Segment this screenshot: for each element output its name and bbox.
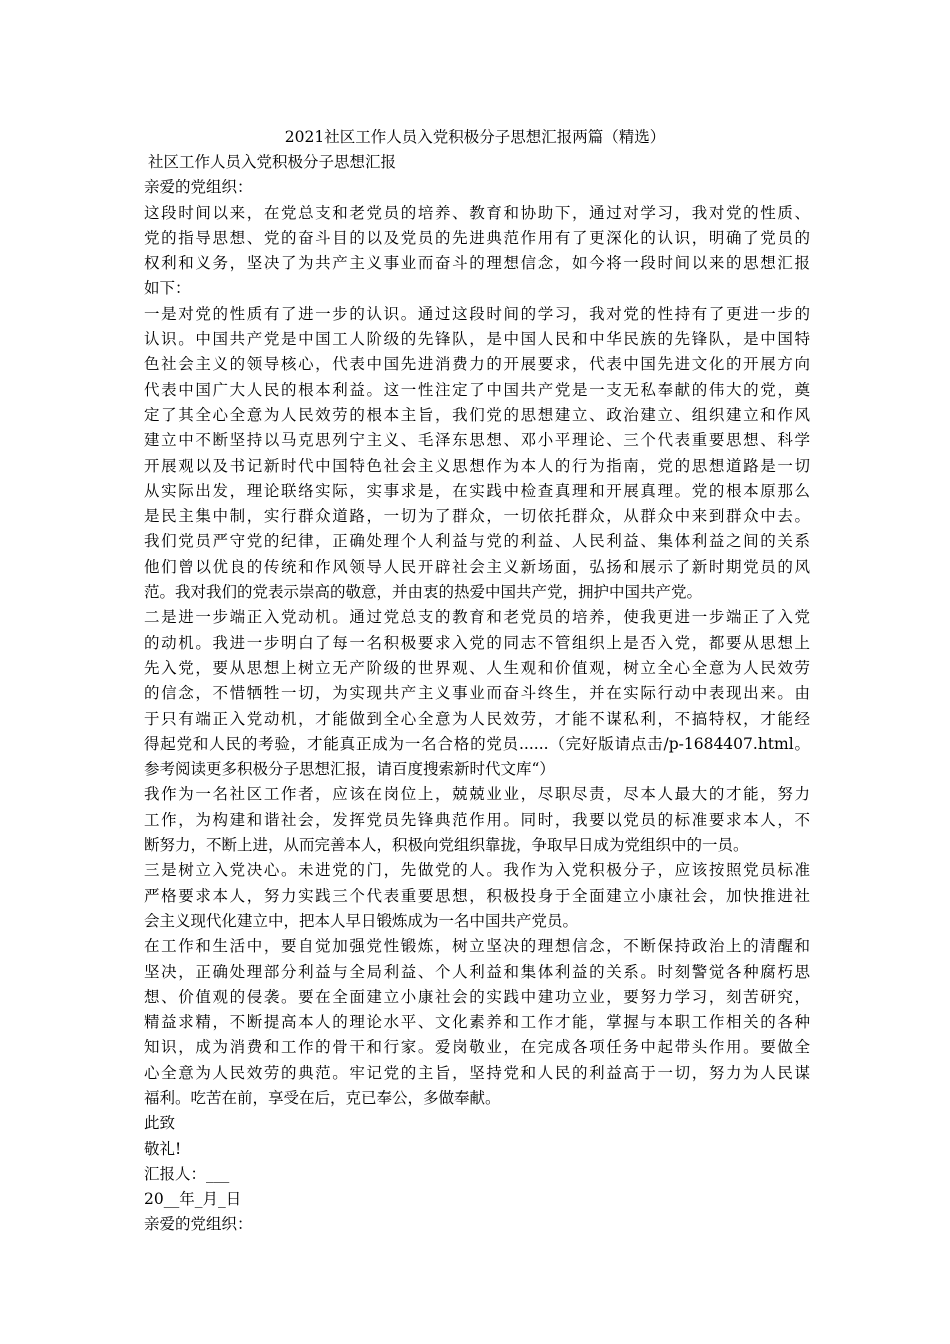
text-line: 三是树立入党决心。未进党的门，先做党的人。我作为入党积极分子，应该按照党员标准: [144, 861, 810, 880]
text-line: 是民主集中制，实行群众道路，一切为了群众，一切依托群众，从群众中来到群众中去。: [144, 507, 810, 526]
text-line: 福利。吃苦在前，享受在后，克已奉公，多做奉献。: [144, 1088, 501, 1107]
text-line: 断努力，不断上进，从而完善本人，积极向党组织靠拢，争取早日成为党组织中的一员。: [144, 836, 749, 855]
text-line: 先入党，要从思想上树立无产阶级的世界观、人生观和价值观，树立全心全意为人民效劳: [144, 658, 810, 677]
text-line: 代表中国广大人民的根本利益。这一性注定了中国共产党是一支无私奉献的伟大的党，奠: [144, 380, 810, 399]
text-line: 范。我对我们的党表示崇高的敬意，并由衷的热爱中国共产党，拥护中国共产党。: [144, 583, 703, 602]
text-line: 从实际出发，理论联络实际，实事求是，在实践中检查真理和开展真理。党的根本原那么: [144, 481, 810, 500]
text-line: 心全意为人民效劳的典范。牢记党的主旨，坚持党和人民的利益高于一切，努力为人民谋: [144, 1063, 810, 1082]
text-line: 我作为一名社区工作者，应该在岗位上，兢兢业业，尽职尽责，尽本人最大的才能，努力: [144, 785, 810, 804]
document-body: [144, 150, 810, 1238]
text-line: 于只有端正入党动机，才能做到全心全意为人民效劳，才能不谋私利，不搞特权，才能经: [144, 709, 810, 728]
text-line: 色社会主义的领导核心，代表中国先进消费力的开展要求，代表中国先进文化的开展方向: [144, 355, 810, 374]
text-line: 精益求精，不断提高本人的理论水平、文化素养和工作才能，掌握与本职工作相关的各种: [144, 1013, 810, 1032]
text-line: 他们曾以优良的传统和作风领导人民开辟社会主义新场面，弘扬和展示了新时期党员的风: [144, 557, 810, 576]
text-line: 参考阅读更多积极分子思想汇报，请百度搜索新时代文库“）: [144, 760, 555, 779]
text-line: 20__年_月_日: [144, 1190, 242, 1209]
text-line: 党的指导思想、党的奋斗目的以及党员的先进典范作用有了更深化的认识，明确了党员的: [144, 228, 810, 247]
text-line: 权利和义务，坚决了为共产主义事业而奋斗的理想信念，如今将一段时间以来的思想汇报: [144, 254, 810, 273]
text-line: 亲爱的党组织：: [144, 178, 253, 197]
text-line: 汇报人：___: [144, 1164, 230, 1183]
text-line: 知识，成为消费和工作的骨干和行家。爱岗敬业，在完成各项任务中起带头作用。要做全: [144, 1038, 810, 1057]
text-line: 亲爱的党组织：: [144, 1215, 253, 1234]
text-line: 这段时间以来，在党总支和老党员的培养、教育和协助下，通过对学习，我对党的性质、: [144, 203, 810, 222]
text-line: 想、价值观的侵袭。要在全面建立小康社会的实践中建功立业，要努力学习，刻苦研究，: [144, 987, 810, 1006]
text-line: 严格要求本人，努力实践三个代表重要思想，积极投身于全面建立小康社会，加快推进社: [144, 886, 810, 905]
text-line: 一是对党的性质有了进一步的认识。通过这段时间的学习，我对党的性持有了更进一步的: [144, 304, 810, 323]
document-subtitle: 社区工作人员入党积极分子思想汇报: [148, 153, 397, 171]
text-line: 敬礼!: [144, 1139, 182, 1158]
text-line: 二是进一步端正入党动机。通过党总支的教育和老党员的培养，使我更进一步端正了入党: [144, 608, 810, 627]
text-line: 我们党员严守党的纪律，正确处理个人利益与党的利益、人民利益、集体利益之间的关系: [144, 532, 810, 551]
text-line: 认识。中国共产党是中国工人阶级的先锋队，是中国人民和中华民族的先锋队，是中国特: [144, 330, 810, 349]
text-line: 的信念，不惜牺牲一切，为实现共产主义事业而奋斗终生，并在实际行动中表现出来。由: [144, 684, 810, 703]
text-line: 开展观以及书记新时代中国特色社会主义思想作为本人的行为指南，党的思想道路是一切: [144, 456, 810, 475]
text-line: 此致: [144, 1114, 176, 1133]
text-line: 会主义现代化建立中，把本人早日锻炼成为一名中国共产党员。: [144, 911, 579, 930]
text-line: 建立中不断坚持以马克思列宁主义、毛泽东思想、邓小平理论、三个代表重要思想、科学: [144, 431, 810, 450]
text-line: 如下：: [144, 279, 191, 298]
text-line: 在工作和生活中，要自觉加强党性锻炼，树立坚决的理想信念，不断保持政治上的清醒和: [144, 937, 810, 956]
text-line: 坚决，正确处理部分利益与全局利益、个人利益和集体利益的关系。时刻警觉各种腐朽思: [144, 962, 810, 981]
text-line: 得起党和人民的考验，才能真正成为一名合格的党员......（完好版请点击/p-1684407.html。: [144, 734, 810, 753]
document-title: 2021社区工作人员入党积极分子思想汇报两篇（精选）: [284, 128, 666, 146]
text-line: 的动机。我进一步明白了每一名积极要求入党的同志不管组织上是否入党，都要从思想上: [144, 633, 810, 652]
text-line: 工作，为构建和谐社会，发挥党员先锋典范作用。同时，我要以党员的标准要求本人，不: [144, 810, 810, 829]
text-line: 定了其全心全意为人民效劳的根本主旨，我们党的思想建立、政治建立、组织建立和作风: [144, 405, 810, 424]
